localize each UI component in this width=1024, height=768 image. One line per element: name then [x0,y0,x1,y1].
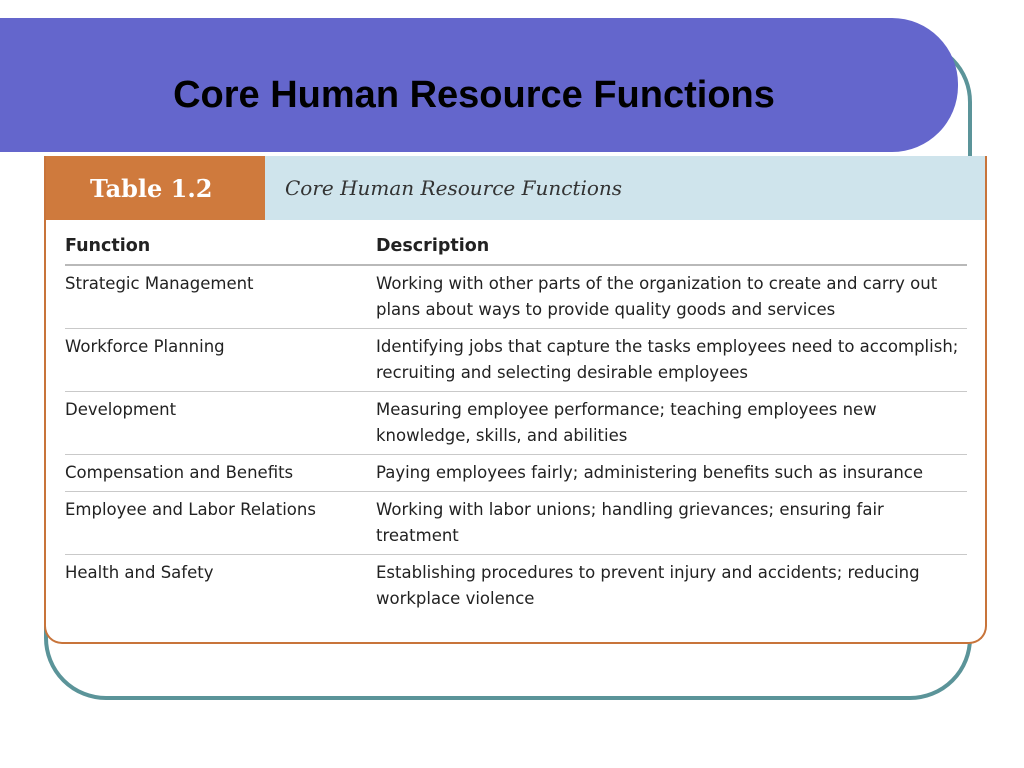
description-cell: Measuring employee performance; teaching employees new knowledge, skills, and abilities [376,392,967,455]
functions-table [65,230,967,617]
table-row [65,392,967,455]
table-row [65,265,967,329]
function-cell: Strategic Management [65,265,376,329]
function-cell: Development [65,392,376,455]
table-row [65,455,967,492]
function-cell: Compensation and Benefits [65,455,376,492]
function-cell: Employee and Labor Relations [65,492,376,555]
table-row [65,329,967,392]
table-header-row [65,230,967,265]
table-row [65,492,967,555]
table-row [65,555,967,618]
table-header-band [46,156,985,220]
table-caption: Core Human Resource Functions [265,156,985,220]
column-header-function: Function [65,230,376,265]
title-band [0,18,958,152]
function-cell: Health and Safety [65,563,214,582]
description-cell: Working with other parts of the organization to create and carry out plans about ways to provide quality goods and services [376,265,967,329]
column-header-description: Description [376,230,967,265]
function-cell: Workforce Planning [65,329,376,392]
description-cell: Paying employees fairly; administering benefits such as insurance [376,455,967,492]
description-cell: Establishing procedures to prevent injury and accidents; reducing workplace violence [376,563,920,608]
table-card [44,156,987,644]
description-cell: Identifying jobs that capture the tasks employees need to accomplish; recruiting and selecting desirable employees [376,329,967,392]
description-cell: Working with labor unions; handling grievances; ensuring fair treatment [376,492,967,555]
table-label: Table 1.2 [46,156,265,220]
slide-title: Core Human Resource Functions [173,74,775,116]
